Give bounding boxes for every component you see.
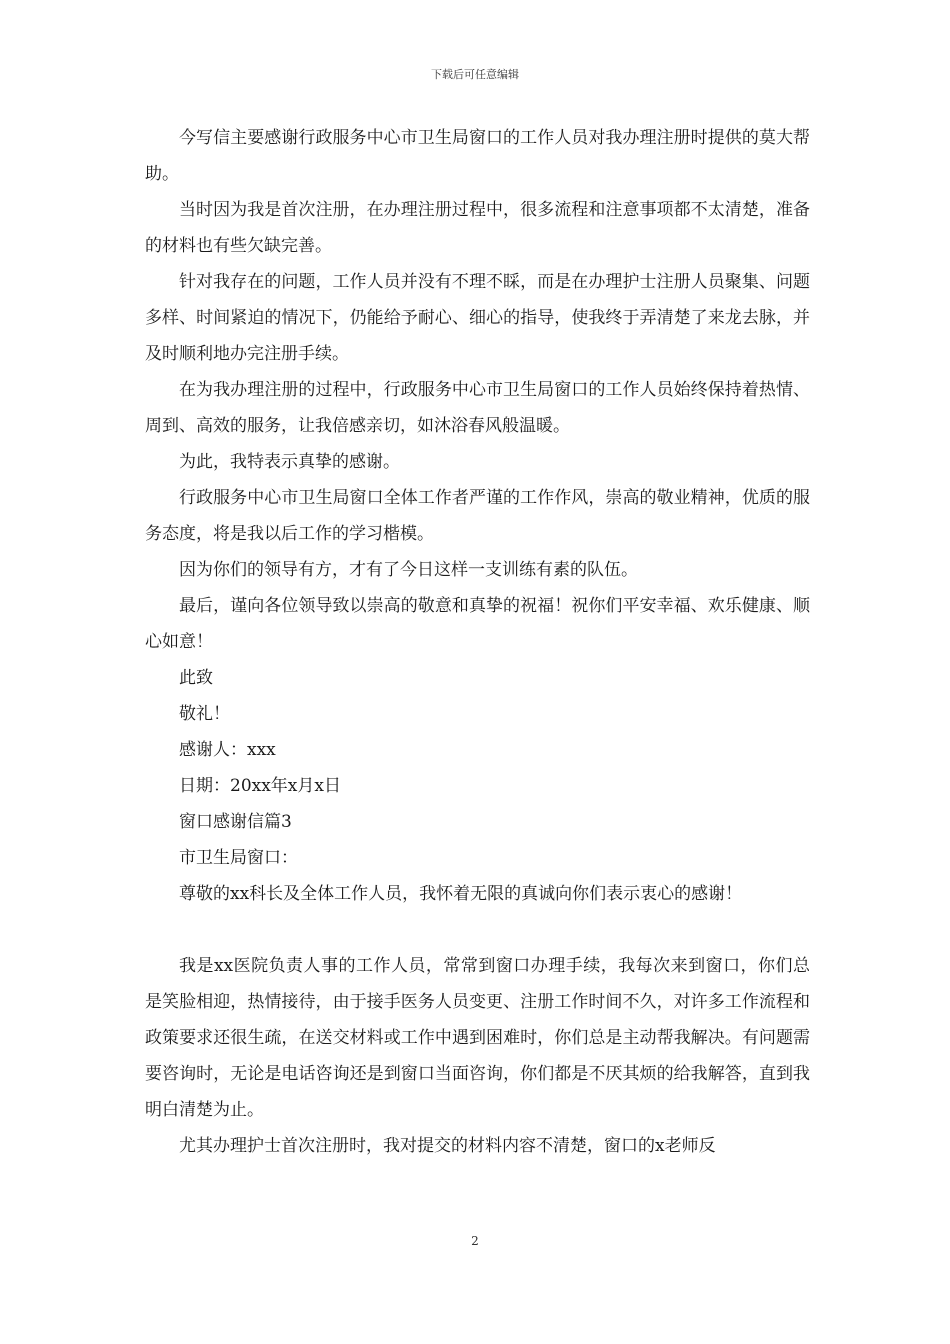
document-body xyxy=(145,120,810,1164)
closing-salutation: 此致 xyxy=(179,668,213,688)
paragraph: 今写信主要感谢行政服务中心市卫生局窗口的工作人员对我办理注册时提供的莫大帮助。 xyxy=(145,128,810,184)
paragraph: 为此，我特表示真挚的感谢。 xyxy=(179,452,400,472)
date-line: 日期：20xx年x月x日 xyxy=(179,776,341,796)
paragraph: 在为我办理注册的过程中，行政服务中心市卫生局窗口的工作人员始终保持着热情、周到、高效的服务，让我倍感亲切，如沐浴春风般温暖。 xyxy=(145,380,810,436)
page-number: 2 xyxy=(471,1234,479,1248)
paragraph: 尤其办理护士首次注册时，我对提交的材料内容不清楚，窗口的x老师反 xyxy=(179,1136,716,1156)
closing-respect: 敬礼！ xyxy=(179,704,230,724)
paragraph: 最后，谨向各位领导致以崇高的敬意和真挚的祝福！祝你们平安幸福、欢乐健康、顺心如意！ xyxy=(145,596,810,652)
blank-line xyxy=(145,912,810,948)
paragraph: 我是xx医院负责人事的工作人员，常常到窗口办理手续，我每次来到窗口，你们总是笑脸相迎，热情接待，由于接手医务人员变更、注册工作时间不久，对许多工作流程和政策要求还很生疏，在送交材料或工作中遇到困难时，你们总是主动帮我解决。有问题需要咨询时，无论是电话咨询还是到窗口当面咨询，你们都是不厌其烦的给我解答，直到我明白清楚为止。 xyxy=(145,956,810,1120)
greeting-line: 尊敬的xx科长及全体工作人员，我怀着无限的真诚向你们表示衷心的感谢！ xyxy=(179,884,743,904)
page-header: 下载后可任意编辑 xyxy=(431,68,519,81)
recipient-line: 市卫生局窗口： xyxy=(179,848,298,868)
section-title: 窗口感谢信篇3 xyxy=(179,812,292,832)
paragraph: 当时因为我是首次注册，在办理注册过程中，很多流程和注意事项都不太清楚，准备的材料也有些欠缺完善。 xyxy=(145,200,810,256)
signature-line: 感谢人：xxx xyxy=(179,740,276,760)
paragraph: 行政服务中心市卫生局窗口全体工作者严谨的工作作风，崇高的敬业精神，优质的服务态度，将是我以后工作的学习楷模。 xyxy=(145,488,810,544)
paragraph: 因为你们的领导有方，才有了今日这样一支训练有素的队伍。 xyxy=(179,560,638,580)
paragraph: 针对我存在的问题，工作人员并没有不理不睬，而是在办理护士注册人员聚集、问题多样、时间紧迫的情况下，仍能给予耐心、细心的指导，使我终于弄清楚了来龙去脉，并及时顺利地办完注册手续。 xyxy=(145,272,810,364)
